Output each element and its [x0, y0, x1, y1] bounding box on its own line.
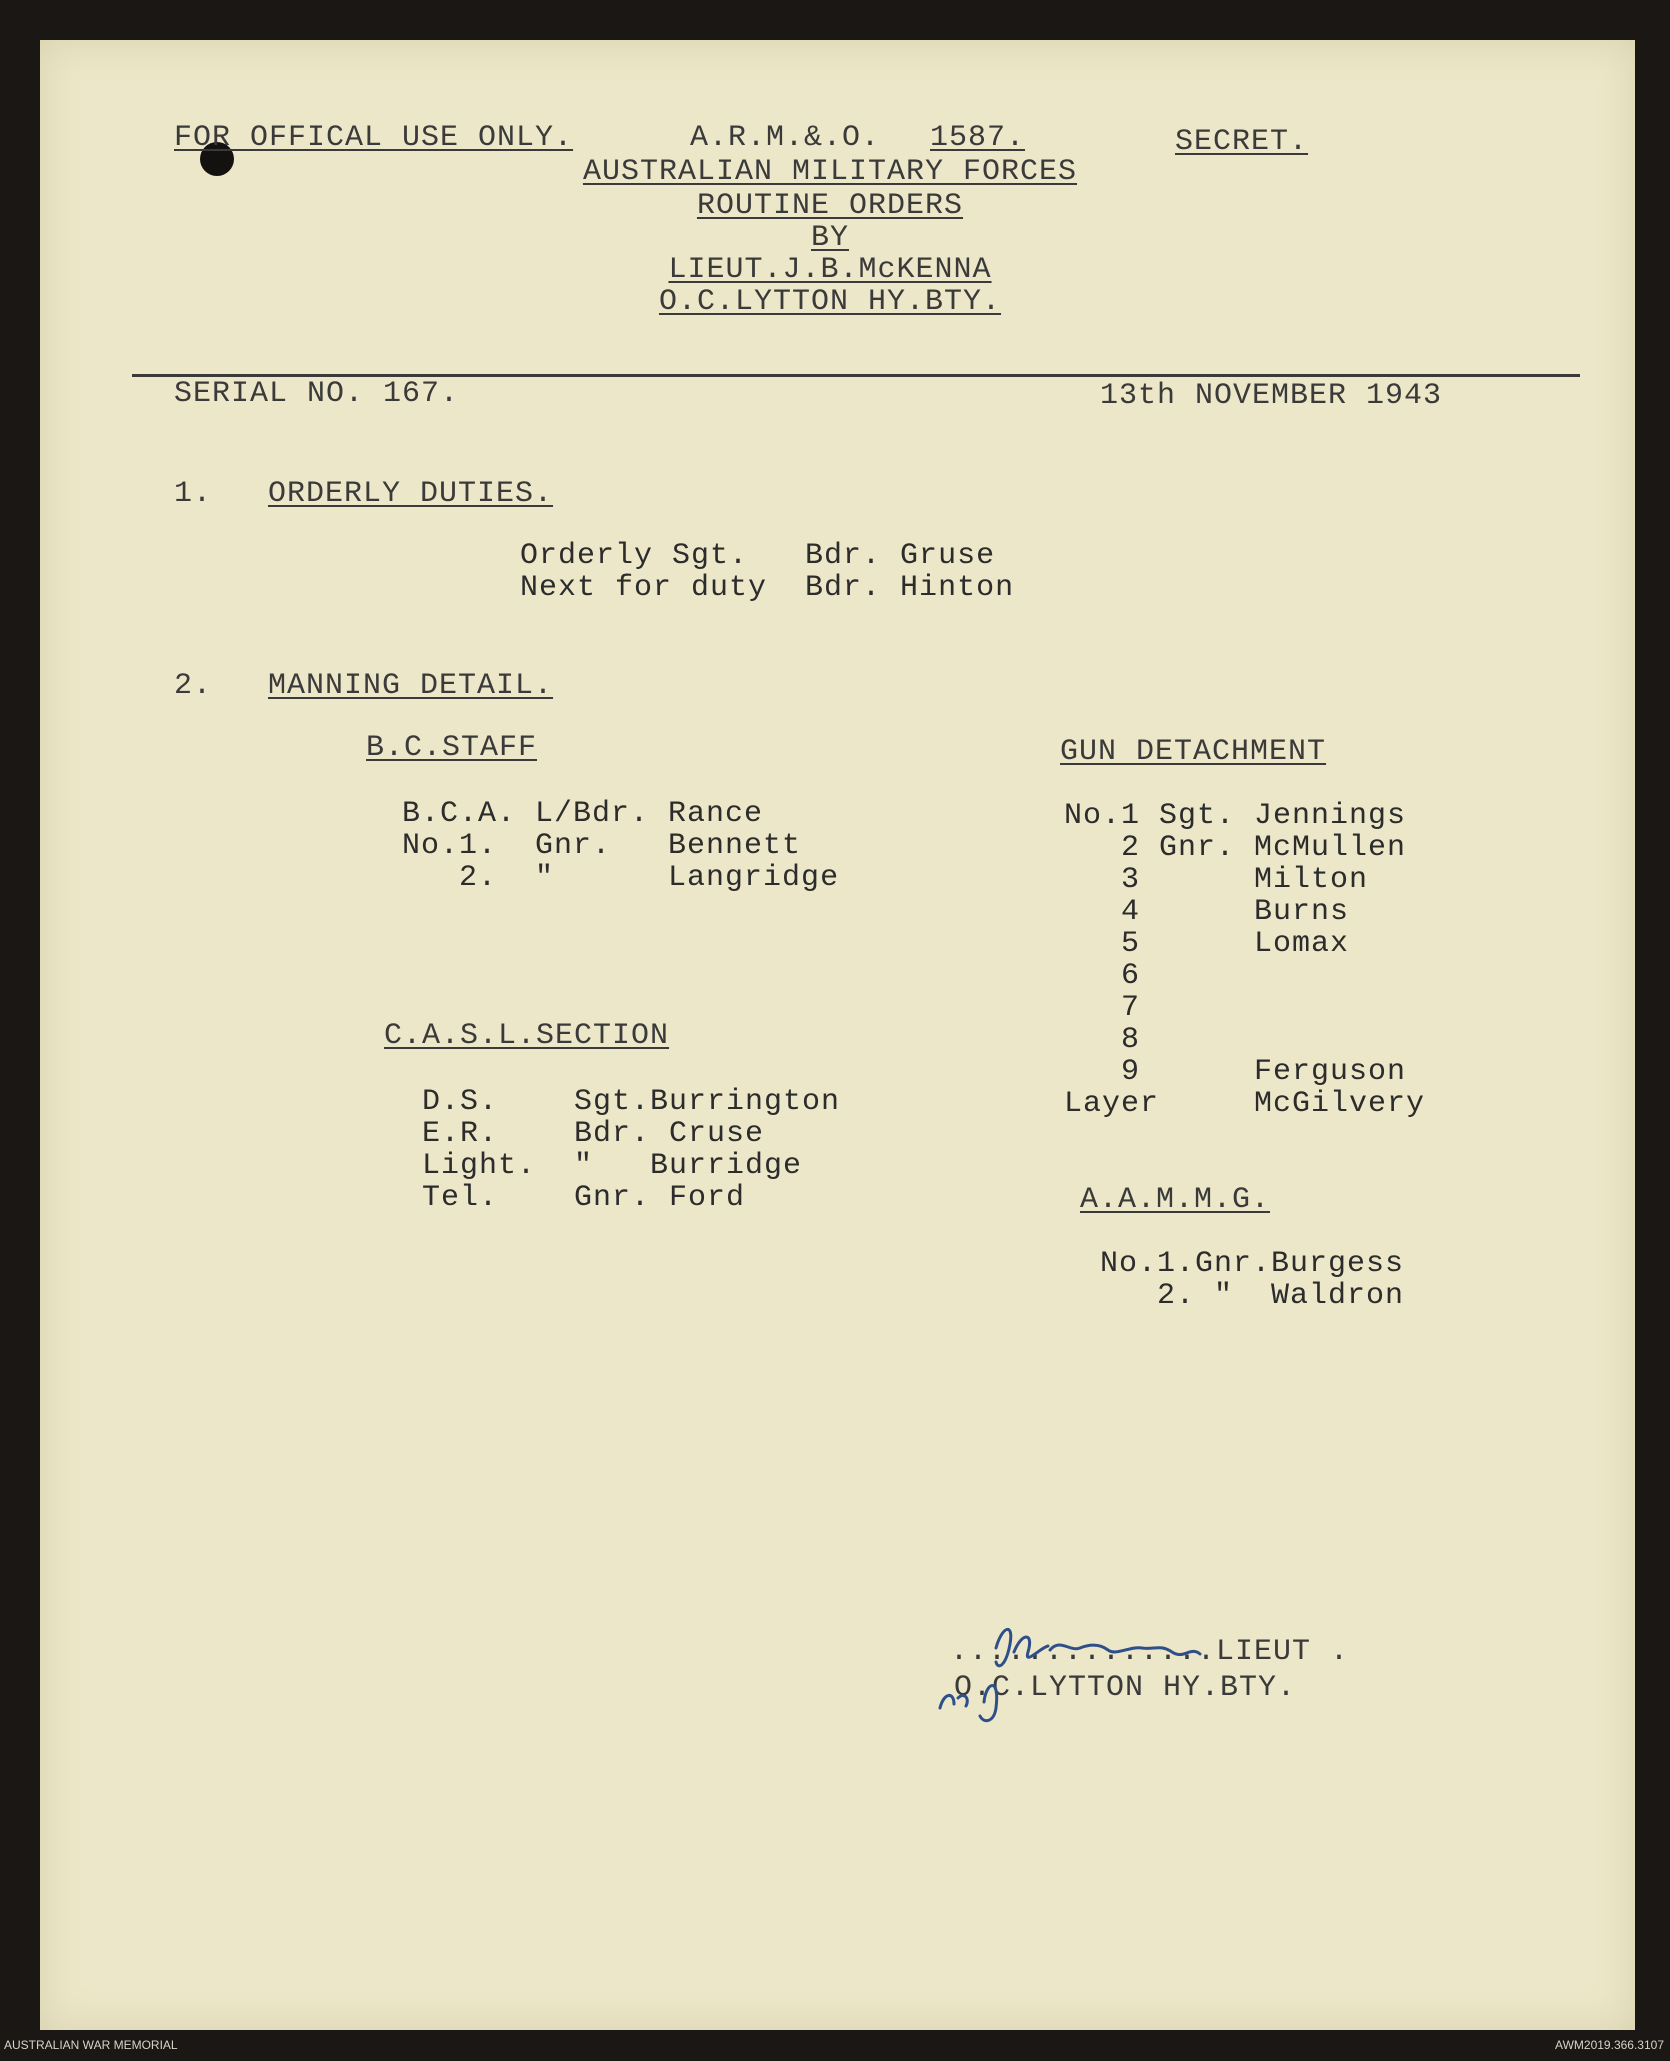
gun-line-3: 3 Milton — [1064, 863, 1369, 897]
casl-line-1: D.S. Sgt.Burrington — [422, 1085, 841, 1119]
bc-staff-line-1: B.C.A. L/Bdr. Rance — [402, 797, 764, 831]
gun-line-8: 8 — [1064, 1023, 1141, 1057]
section-2-number: 2. — [174, 669, 213, 703]
casl-section-heading: C.A.S.L.SECTION — [384, 1019, 670, 1053]
title-line-3: BY — [810, 221, 849, 255]
order-number: 1587. — [930, 121, 1026, 155]
bc-staff-line-3: 2. " Langridge — [402, 861, 840, 895]
signature-title: O.C.LYTTON HY.BTY. — [954, 1671, 1297, 1705]
classification-left: FOR OFFICAL USE ONLY. — [174, 121, 574, 155]
document-page — [40, 40, 1635, 2030]
serial-number: SERIAL NO. 167. — [174, 377, 460, 411]
title-line-1: AUSTRALIAN MILITARY FORCES — [582, 155, 1078, 189]
casl-line-4: Tel. Gnr. Ford — [422, 1181, 746, 1215]
title-line-5: O.C.LYTTON HY.BTY. — [658, 285, 1002, 319]
gun-line-10: Layer McGilvery — [1064, 1087, 1426, 1121]
section-1-title: ORDERLY DUTIES. — [268, 477, 554, 511]
aammg-line-2: 2. " Waldron — [1100, 1279, 1405, 1313]
gun-line-4: 4 Burns — [1064, 895, 1350, 929]
order-ref: A.R.M.&.O. — [690, 121, 881, 155]
title-line-2: ROUTINE ORDERS — [696, 189, 964, 223]
section-2-title: MANNING DETAIL. — [268, 669, 554, 703]
gun-line-5: 5 Lomax — [1064, 927, 1350, 961]
separator-rule — [132, 374, 1580, 377]
footer-right: AWM2019.366.3107 — [1555, 2038, 1664, 2052]
gun-line-9: 9 Ferguson — [1064, 1055, 1407, 1089]
orderly-line-1: Orderly Sgt. Bdr. Gruse — [520, 539, 996, 573]
gun-detachment-heading: GUN DETACHMENT — [1060, 735, 1327, 769]
casl-line-2: E.R. Bdr. Cruse — [422, 1117, 765, 1151]
title-line-4: LIEUT.J.B.McKENNA — [668, 253, 992, 287]
footer-left: AUSTRALIAN WAR MEMORIAL — [4, 2038, 178, 2052]
handwritten-signature — [910, 1608, 1280, 1728]
gun-line-1: No.1 Sgt. Jennings — [1064, 799, 1407, 833]
signature-line: ..............LIEUT . — [950, 1635, 1350, 1669]
aammg-heading: A.A.M.M.G. — [1080, 1183, 1271, 1217]
gun-line-2: 2 Gnr. McMullen — [1064, 831, 1407, 865]
orderly-line-2: Next for duty Bdr. Hinton — [520, 571, 1015, 605]
bc-staff-line-2: No.1. Gnr. Bennett — [402, 829, 802, 863]
aammg-line-1: No.1.Gnr.Burgess — [1100, 1247, 1405, 1281]
gun-line-7: 7 — [1064, 991, 1141, 1025]
svg-text:for: for — [940, 1718, 942, 1719]
order-date: 13th NOVEMBER 1943 — [1100, 379, 1443, 413]
section-1-number: 1. — [174, 477, 213, 511]
bc-staff-heading: B.C.STAFF — [366, 731, 538, 765]
classification-right: SECRET. — [1175, 125, 1309, 159]
gun-line-6: 6 — [1064, 959, 1141, 993]
casl-line-3: Light. " Burridge — [422, 1149, 803, 1183]
